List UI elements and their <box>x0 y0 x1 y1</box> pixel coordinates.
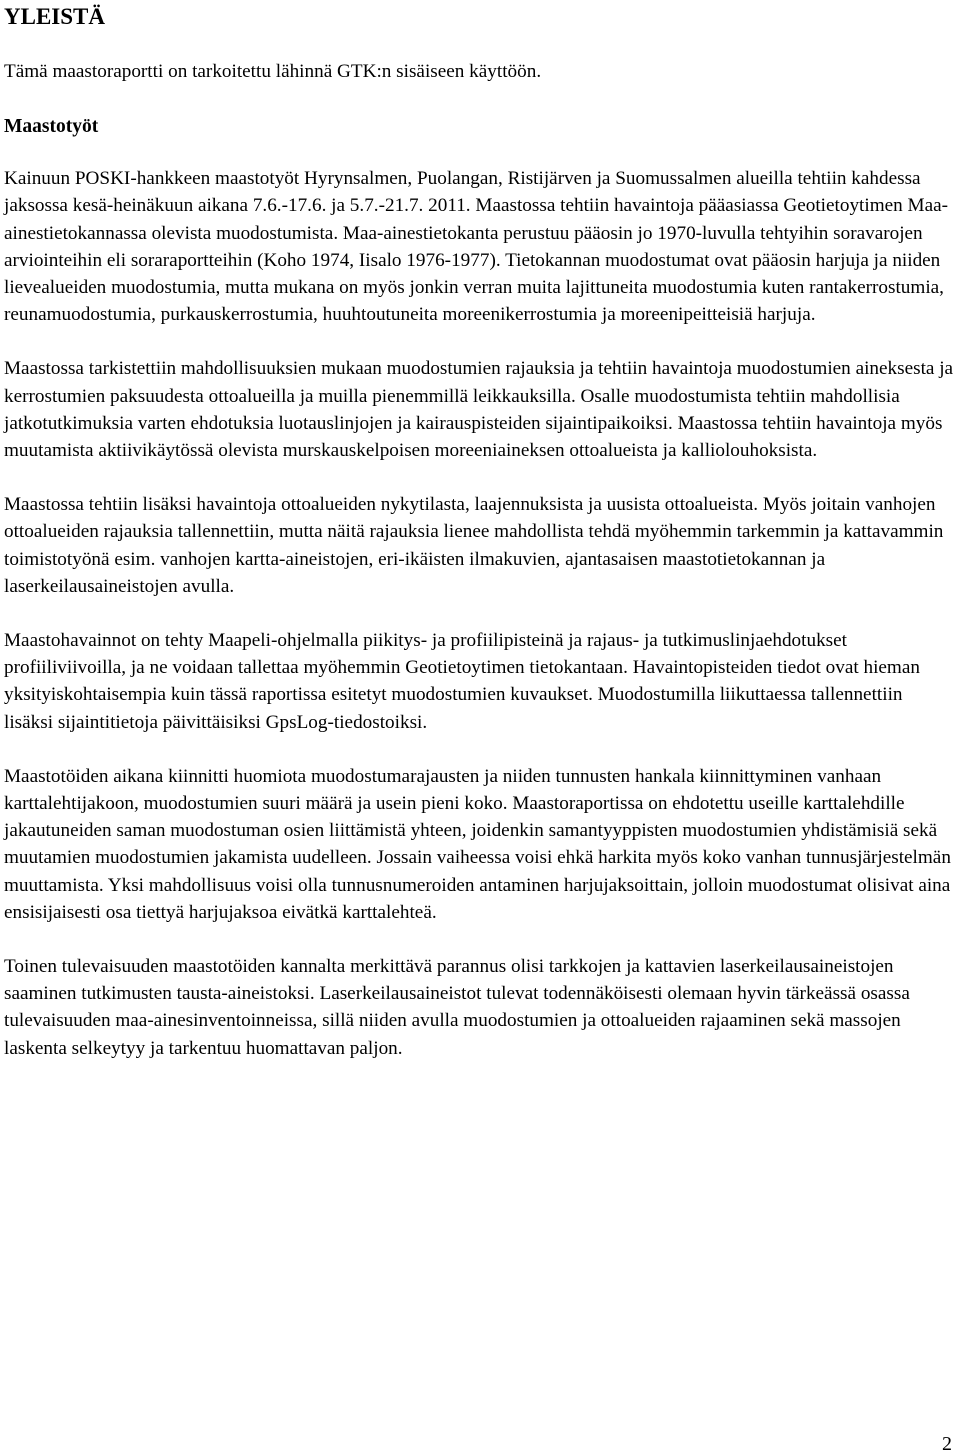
body-paragraph: Kainuun POSKI-hankkeen maastotyöt Hyrynsalmen, Puolangan, Ristijärven ja Suomussalmen alueilla tehtiin kahdessa jaksossa kesä-heinäkuun aikana 7.6.-17.6. ja 5.7.-21.7. 2011. Maastossa tehtiin havaintoja pääasiassa Geotietoytimen Maa-ainestietokannassa olevista muodostumista. Maa-ainestietokanta perustuu pääosin jo 1970-luvulla tehtyihin soravarojen arviointeihin eli soraraportteihin (Koho 1974, Iisalo 1976-1977). Tietokannan muodostumat ovat pääosin harjuja ja niiden lievealueiden muodostumia, mutta mukana on myös jonkin verran muita lajittuneita muodostumia kuten rantakerrostumia, reunamuodostumia, purkauskerrostumia, huuhtoutuneita moreenikerrostumia ja moreenipeitteisiä harjuja. <box>4 168 949 326</box>
document-title: YLEISTÄ <box>4 4 105 29</box>
page-number: 2 <box>942 1433 952 1455</box>
body-paragraph: Maastossa tehtiin lisäksi havaintoja ottoalueiden nykytilasta, laajennuksista ja uusista ottoalueista. Myös joitain vanhojen ottoalueiden rajauksia tallennettiin, mutta näitä rajauksia lienee mahdollista tehdä myöhemmin tarkemmin ja kattavammin toimistotyönä esim. vanhojen kartta-aineistojen, eri-ikäisten ilmakuvien, ajantasaisen maastotietokannan ja laserkeilausaineistojen avulla. <box>4 494 944 597</box>
intro-paragraph: Tämä maastoraportti on tarkoitettu lähinnä GTK:n sisäiseen käyttöön. <box>4 61 542 82</box>
body-paragraph: Maastohavainnot on tehty Maapeli-ohjelmalla piikitys- ja profiilipisteinä ja rajaus- ja tutkimuslinjaehdotukset profiiliviivoilla, ja ne voidaan tallettaa myöhemmin Geotietoytimen tietokantaan. Havaintopisteiden tiedot ovat hieman yksityiskohtaisempia kuin tässä raportissa esitetyt muodostumien kuvaukset. Muodostumilla liikuttaessa tallennettiin lisäksi sijaintitietoja päivittäisiksi GpsLog-tiedostoiksi. <box>4 630 920 733</box>
section-heading: Maastotyöt <box>4 116 99 138</box>
body-paragraph: Maastotöiden aikana kiinnitti huomiota muodostumarajausten ja niiden tunnusten hankala kiinnittyminen vanhaan karttalehtijakoon, muodostumien suuri määrä ja usein pieni koko. Maastoraportissa on ehdotettu useille karttalehdille jakautuneiden saman muodostuman osien liittämistä yhteen, joidenkin samantyyppisten muodostumien yhdistämisiä sekä muutamien muodostumien jakamista uudelleen. Jossain vaiheessa voisi ehkä harkita myös koko vanhan tunnusjärjestelmän muuttamista. Yksi mahdollisuus voisi olla tunnusnumeroiden antaminen harjujaksoittain, jolloin muodostumat olisivat aina ensisijaisesti osa tiettyä harjujaksoa eivätkä karttalehteä. <box>4 765 951 923</box>
document-page <box>4 0 956 1062</box>
body-paragraph: Toinen tulevaisuuden maastotöiden kannalta merkittävä parannus olisi tarkkojen ja kattavien laserkeilausaineistojen saaminen tutkimusten tausta-aineistoksi. Laserkeilausaineistot tulevat todennäköisesti olemaan hyvin tärkeässä osassa tulevaisuuden maa-ainesinventoinneissa, sillä niiden avulla muodostumien ja ottoalueiden rajaaminen sekä massojen laskenta selkeytyy ja tarkentuu huomattavan paljon. <box>4 956 910 1059</box>
body-paragraph: Maastossa tarkistettiin mahdollisuuksien mukaan muodostumien rajauksia ja tehtiin havaintoja muodostumien aineksesta ja kerrostumien paksuudesta ottoalueilla ja muilla pienemmillä leikkauksilla. Osalle muodostumista tehtiin mahdollisia jatkotutkimuksia varten ehdotuksia luotauslinjojen ja kairauspisteiden sijaintipaikoiksi. Maastossa tehtiin havaintoja myös muutamista aktiivikäytössä olevista murskauskelpoisen moreeniaineksen ottoalueista ja kalliolouhoksista. <box>4 358 954 462</box>
